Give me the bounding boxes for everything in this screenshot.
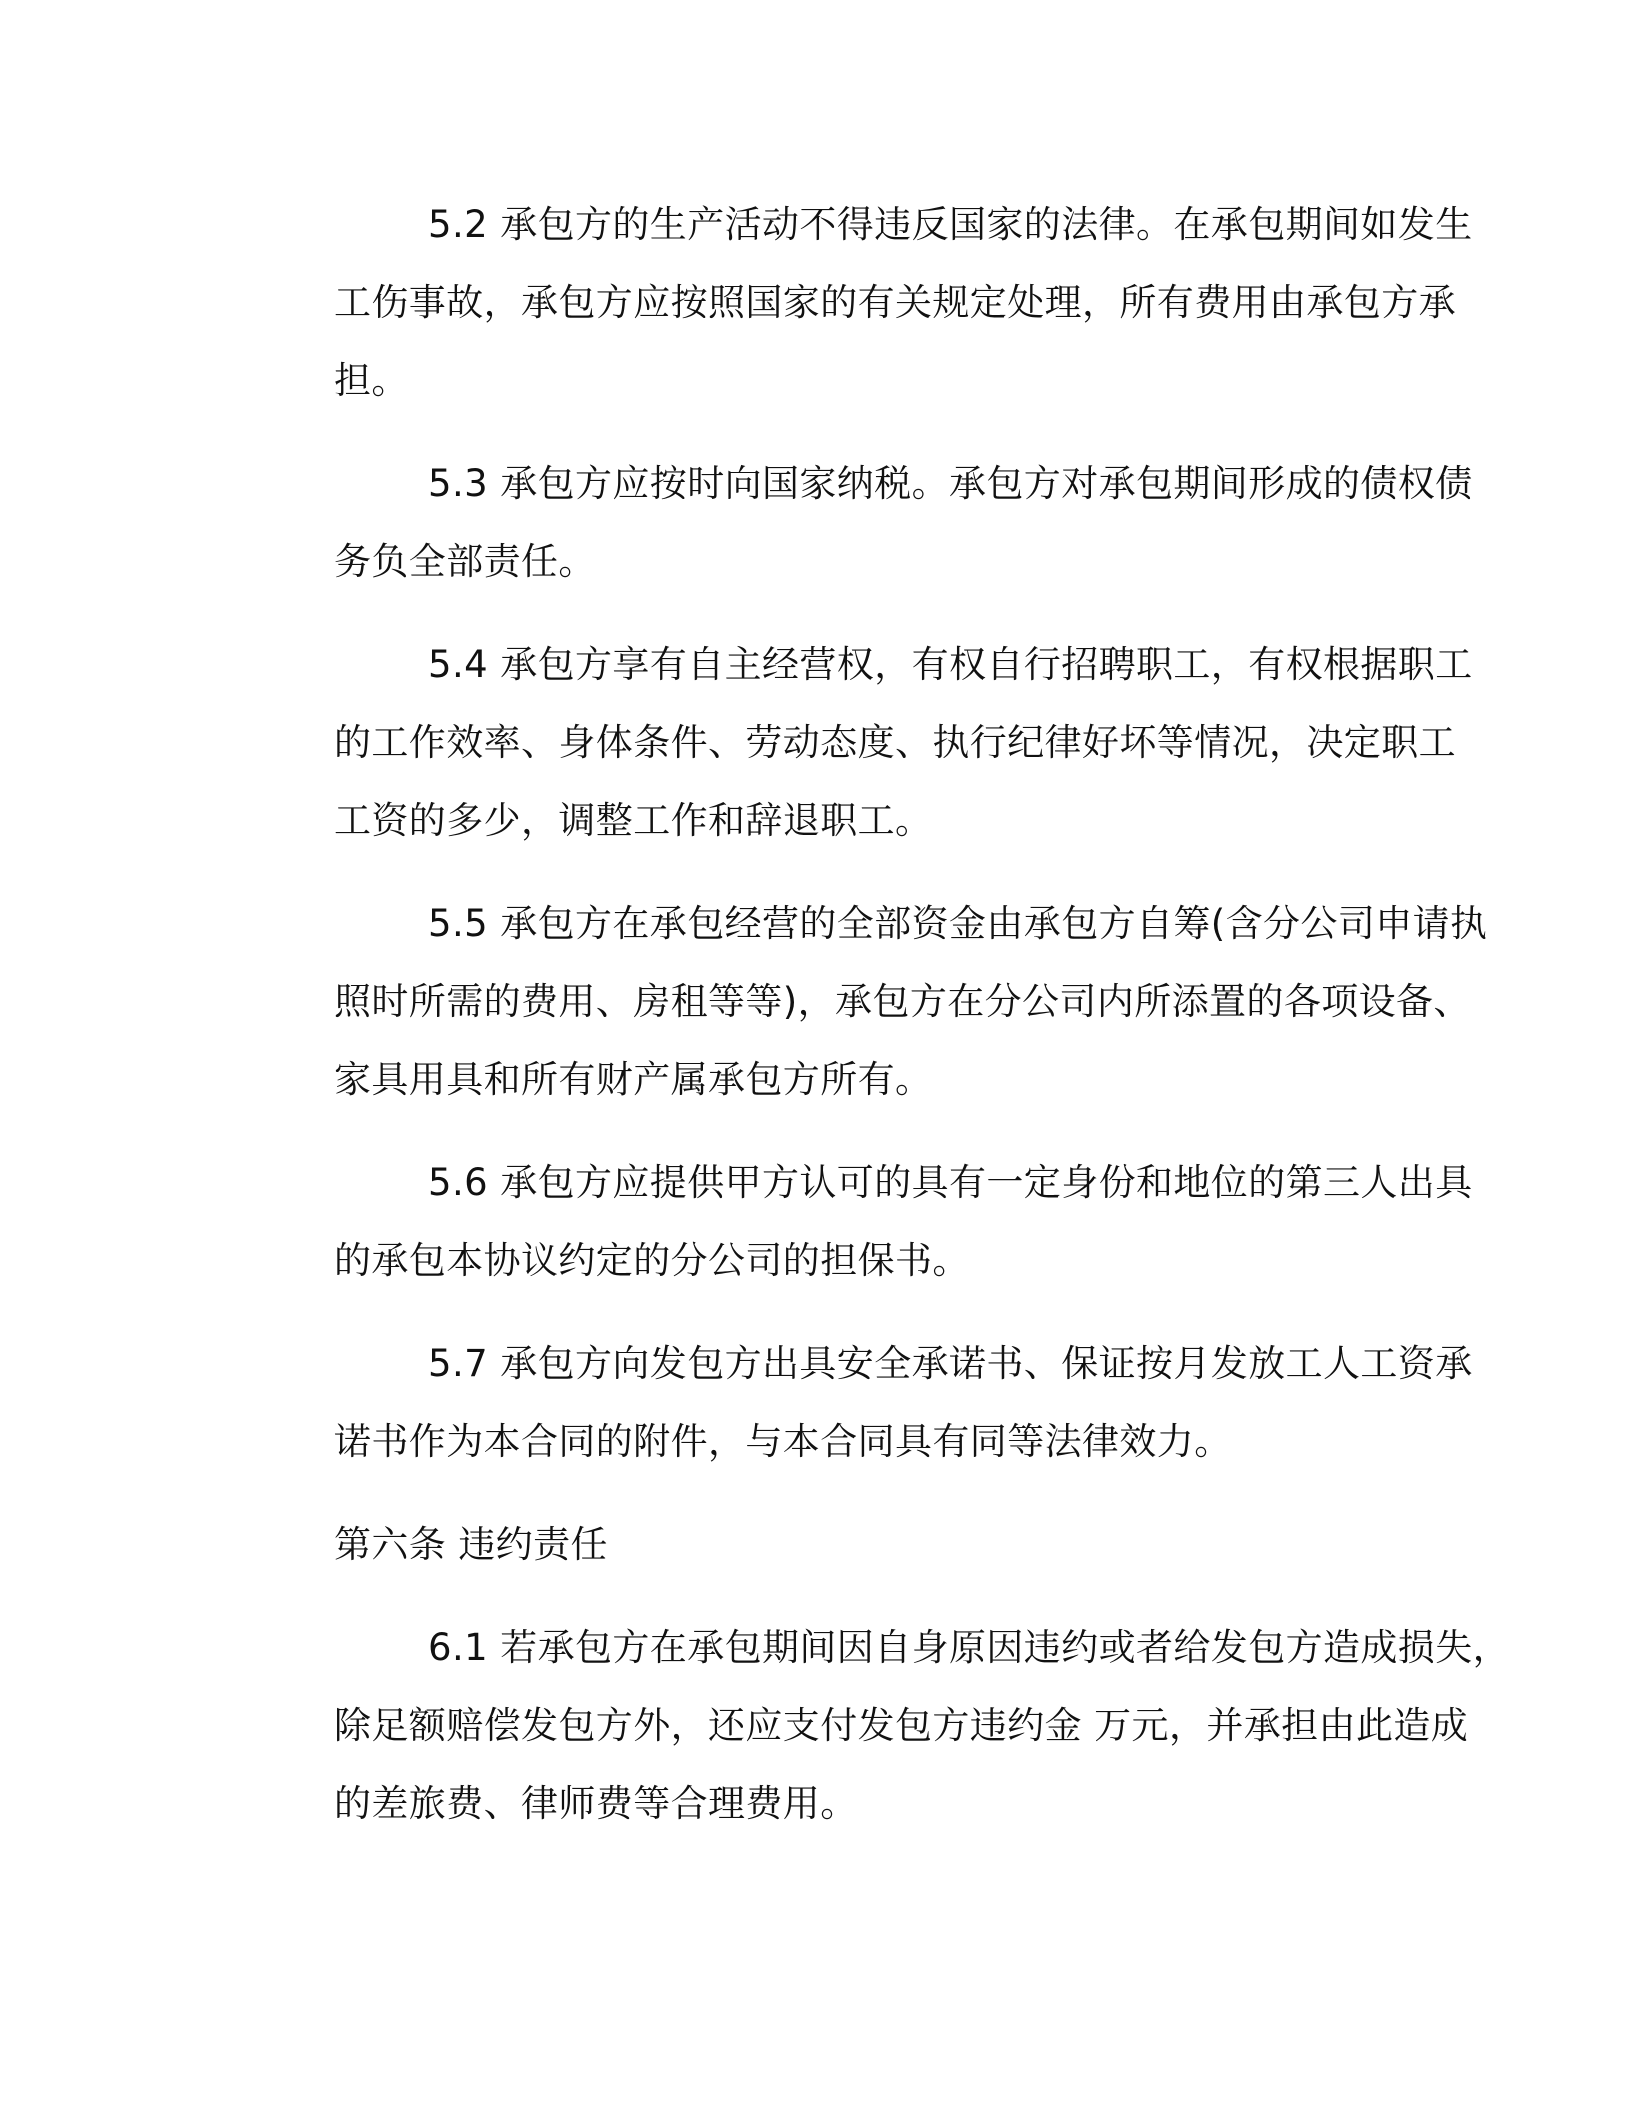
clause-5-5-line-3: 家具用具和所有财产属承包方所有。 (334, 1058, 933, 1101)
clause-5-5-line-1: 5.5 承包方在承包经营的全部资金由承包方自筹(含分公司申请执 (428, 902, 1488, 945)
clause-5-7-line-2: 诺书作为本合同的附件，与本合同具有同等法律效力。 (334, 1420, 1232, 1463)
clause-5-7-line-1: 5.7 承包方向发包方出具安全承诺书、保证按月发放工人工资承 (428, 1342, 1473, 1385)
clause-5-4-line-2: 的工作效率、身体条件、劳动态度、执行纪律好坏等情况，决定职工 (334, 721, 1456, 764)
document-body (240, 186, 1511, 1868)
clause-6-1-line-3: 的差旅费、律师费等合理费用。 (334, 1782, 858, 1825)
clause-5-2 (240, 186, 1473, 420)
clause-5-7 (240, 1325, 1473, 1481)
clause-5-3 (240, 445, 1473, 601)
clause-5-5 (240, 885, 1488, 1119)
clause-5-4-line-3: 工资的多少，调整工作和辞退职工。 (334, 799, 933, 842)
clause-5-2-line-1: 5.2 承包方的生产活动不得违反国家的法律。在承包期间如发生 (428, 203, 1473, 246)
clause-5-3-line-2: 务负全部责任。 (334, 540, 596, 583)
clause-5-3-line-1: 5.3 承包方应按时向国家纳税。承包方对承包期间形成的债权债 (428, 462, 1473, 505)
clause-6-1-line-1: 6.1 若承包方在承包期间因自身原因违约或者给发包方造成损失， (428, 1626, 1511, 1669)
clause-5-4-line-1: 5.4 承包方享有自主经营权，有权自行招聘职工，有权根据职工 (428, 643, 1473, 686)
clause-6-1 (240, 1609, 1511, 1843)
clause-5-6 (240, 1144, 1473, 1300)
clause-5-6-line-2: 的承包本协议约定的分公司的担保书。 (334, 1239, 970, 1282)
clause-5-6-line-1: 5.6 承包方应提供甲方认可的具有一定身份和地位的第三人出具 (428, 1161, 1473, 1204)
clause-6-1-line-2: 除足额赔偿发包方外，还应支付发包方违约金 万元，并承担由此造成 (334, 1704, 1469, 1747)
clause-5-2-line-2: 工伤事故，承包方应按照国家的有关规定处理，所有费用由承包方承 (334, 281, 1456, 324)
clause-5-5-line-2: 照时所需的费用、房租等等)，承包方在分公司内所添置的各项设备、 (334, 980, 1471, 1023)
clause-5-4 (240, 626, 1473, 860)
article-6-heading: 第六条 违约责任 (334, 1523, 608, 1566)
clause-5-2-line-3: 担。 (334, 359, 409, 402)
